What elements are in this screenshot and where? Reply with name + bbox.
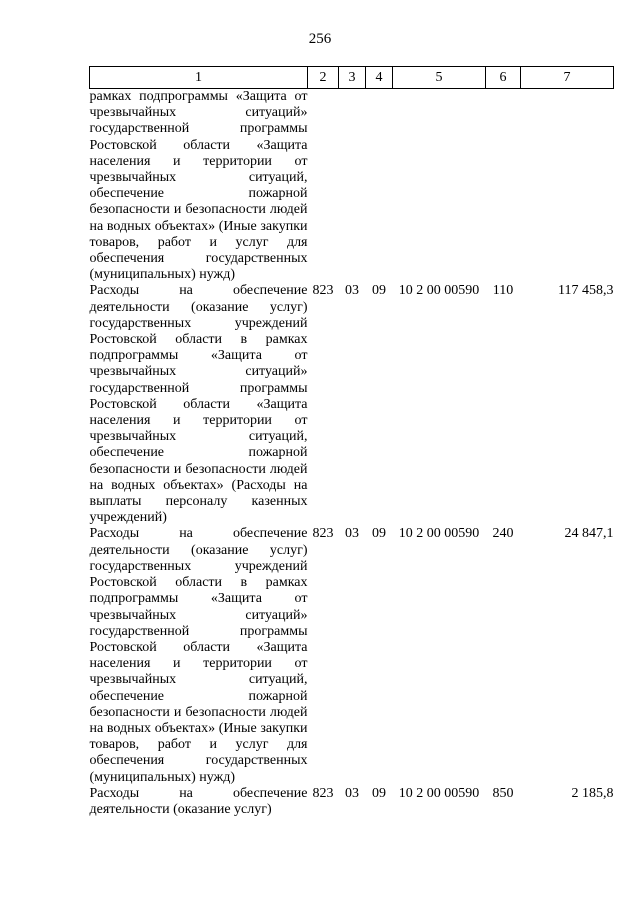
row-ministry-code: 823: [312, 785, 334, 801]
row-target-article: 10 2 00 00590: [398, 526, 480, 542]
row-subsection-code: [366, 89, 393, 284]
row-section-code: 03: [345, 526, 359, 542]
row-ministry-code: 823: [312, 526, 334, 542]
row-expense-type: 240: [492, 526, 514, 542]
row-target-article: 10 2 00 00590: [398, 785, 480, 801]
column-header-7: 7: [521, 67, 614, 89]
row-ministry-code: 823: [312, 283, 334, 299]
row-target-article: [393, 89, 486, 284]
column-header-5: 5: [393, 67, 486, 89]
column-header-2: 2: [308, 67, 339, 89]
row-section-code: 03: [345, 785, 359, 801]
page-number: 256: [308, 31, 332, 47]
row-description: Расходы на обеспечение деятельности (оказание услуг) государственных учреждений Ростовской области в рамках подпрограммы «Защита от чрезвычайных ситуаций» государственной программы Ростовской области «Защита населения и территории от чрезвычайных ситуаций, обеспечение пожарной безопасности и безопасности людей на водных объектах» (Иные закупки товаров, работ и услуг для обеспечения государственных (муниципальных) нужд): [89, 526, 308, 785]
row-description: Расходы на обеспечение деятельности (оказание услуг) государственных учреждений Ростовской области в рамках подпрограммы «Защита от чрезвычайных ситуаций» государственной программы Ростовской области «Защита населения и территории от чрезвычайных ситуаций, обеспечение пожарной безопасности и безопасности людей на водных объектах» (Расходы на выплаты персоналу казенных учреждений): [89, 283, 308, 526]
column-header-1: 1: [90, 67, 308, 89]
table-header-row: [90, 67, 614, 89]
row-description: рамках подпрограммы «Защита от чрезвычайных ситуаций» государственной программы Ростовской области «Защита населения и территории от чрезвычайных ситуаций, обеспечение пожарной безопасности и безопасности людей на водных объектах» (Иные закупки товаров, работ и услуг для обеспечения государственных (муниципальных) нужд): [89, 89, 308, 283]
table-row: [90, 89, 614, 284]
row-amount: 117 458,3: [558, 283, 614, 299]
row-section-code: 03: [345, 283, 359, 299]
table-row: [90, 786, 614, 818]
row-amount: [521, 89, 614, 284]
table-row: [90, 526, 614, 785]
row-expense-type: 850: [492, 785, 514, 801]
row-subsection-code: 09: [372, 283, 386, 299]
row-amount: 2 185,8: [571, 785, 614, 801]
row-section-code: [339, 89, 366, 284]
row-expense-type: [486, 89, 521, 284]
row-description: Расходы на обеспечение деятельности (оказание услуг): [89, 785, 308, 817]
column-header-4: 4: [366, 67, 393, 89]
row-subsection-code: 09: [372, 785, 386, 801]
row-amount: 24 847,1: [564, 526, 614, 542]
column-header-3: 3: [339, 67, 366, 89]
row-ministry-code: [308, 89, 339, 284]
row-subsection-code: 09: [372, 526, 386, 542]
table-row: [90, 283, 614, 526]
column-header-6: 6: [486, 67, 521, 89]
row-target-article: 10 2 00 00590: [398, 283, 480, 299]
budget-table: [89, 66, 614, 818]
row-expense-type: 110: [492, 283, 514, 299]
